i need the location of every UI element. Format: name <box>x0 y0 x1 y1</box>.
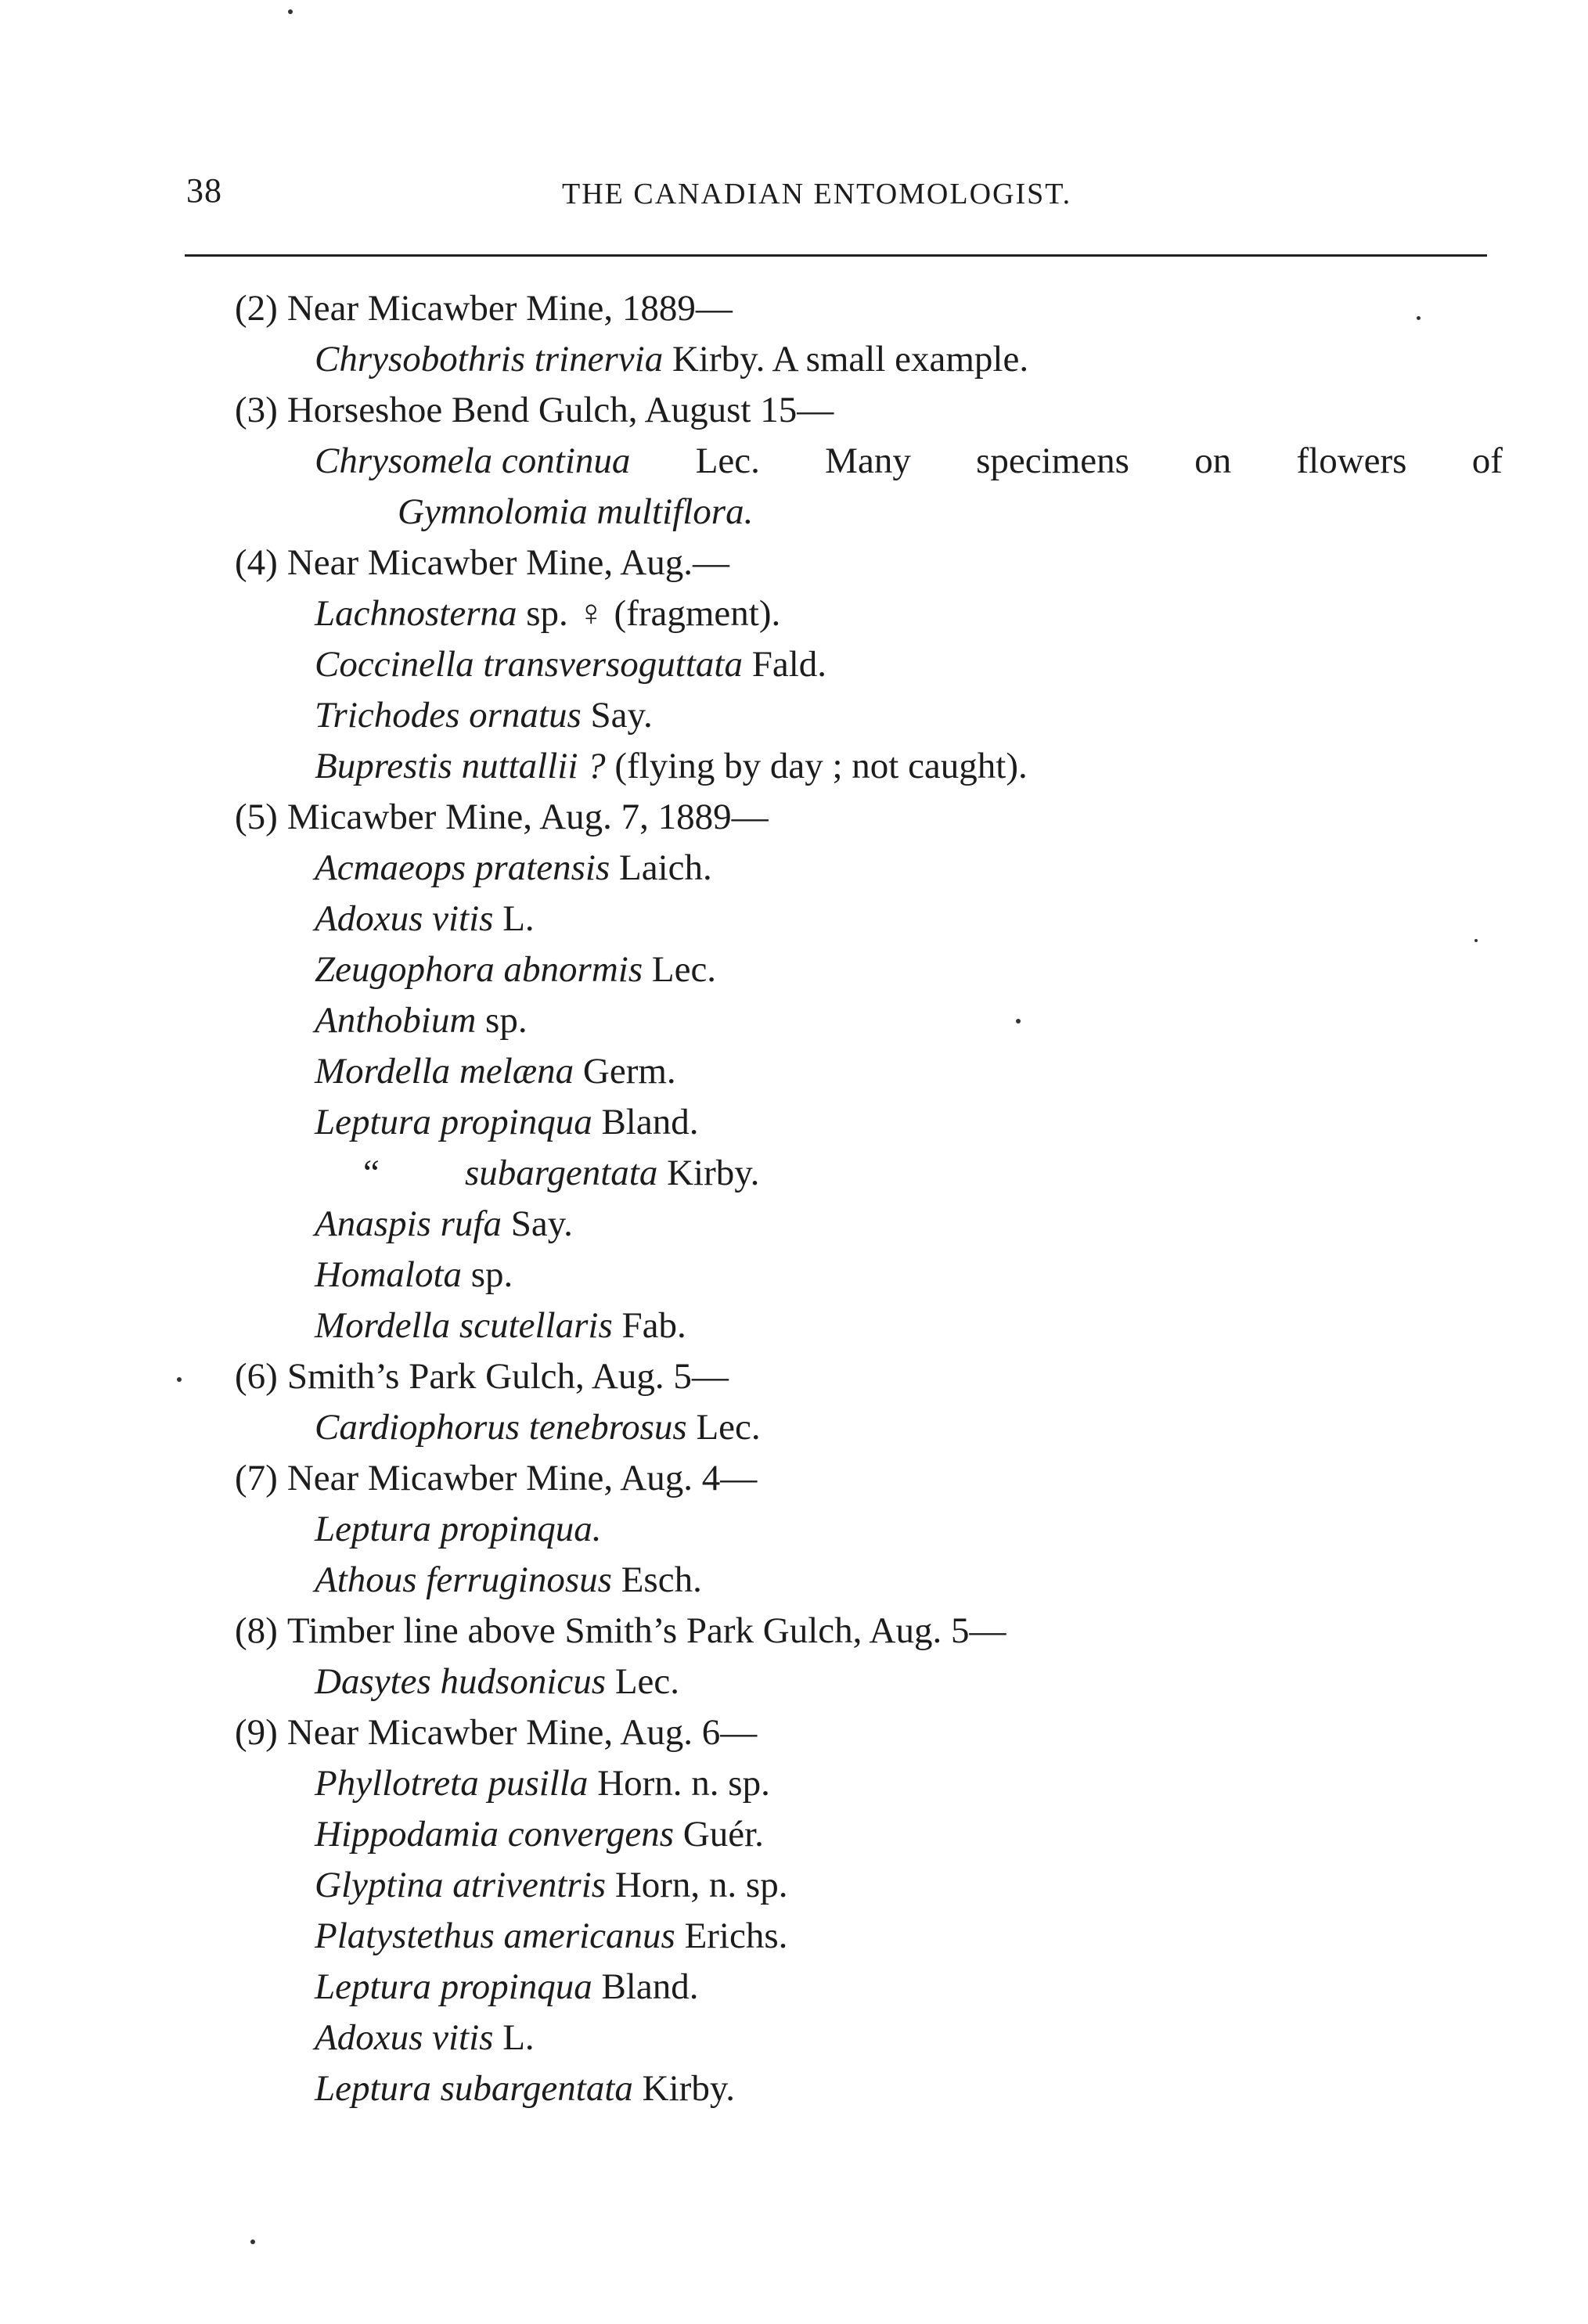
species-name: Anthobium <box>315 1000 477 1041</box>
species-name: Chrysobothris trinervia <box>315 339 664 380</box>
species-line <box>235 843 1495 894</box>
species-note-word: Lec. <box>695 441 760 481</box>
locality-text: Horseshoe Bend Gulch, August 15— <box>286 390 834 430</box>
species-note: sp. ♀ (fragment). <box>517 593 781 634</box>
species-line <box>235 2013 1495 2063</box>
species-line <box>235 1402 1495 1453</box>
locality-number: (3) <box>235 390 278 430</box>
species-line <box>235 1199 1495 1250</box>
page-header <box>186 171 1485 218</box>
locality-heading <box>235 1453 1495 1504</box>
species-line <box>235 334 1495 385</box>
species-line <box>235 1097 1495 1148</box>
species-note: (flying by day ; not caught). <box>605 746 1028 786</box>
species-note: Say. <box>581 695 653 736</box>
species-name: Athous ferruginosus <box>315 1560 612 1600</box>
species-line <box>235 1657 1495 1707</box>
scan-speck <box>1016 1019 1021 1023</box>
locality-text: Near Micawber Mine, 1889— <box>286 288 733 329</box>
species-name: Leptura propinqua. <box>315 1509 602 1549</box>
species-line <box>235 1809 1495 1860</box>
species-line <box>235 1046 1495 1097</box>
running-head: THE CANADIAN ENTOMOLOGIST. <box>562 178 1072 210</box>
species-name: Leptura subargentata <box>315 2068 633 2109</box>
species-line <box>235 1148 1495 1199</box>
species-line <box>235 588 1495 639</box>
species-note: Esch. <box>611 1560 702 1600</box>
species-note: sp. <box>476 1000 528 1041</box>
species-note: Lec. <box>643 949 717 990</box>
species-line <box>235 1860 1495 1911</box>
species-note: Kirby. A small example. <box>663 339 1029 380</box>
locality-text: Micawber Mine, Aug. 7, 1889— <box>286 797 769 837</box>
locality-heading <box>235 538 1495 588</box>
species-name: Gymnolomia multiflora. <box>398 491 754 532</box>
species-name: Dasytes hudsonicus <box>315 1661 607 1702</box>
species-note: Horn. n. sp. <box>588 1763 770 1804</box>
collection-list <box>235 283 1503 2114</box>
species-name: Adoxus vitis <box>315 898 494 939</box>
page-number: 38 <box>186 171 222 210</box>
scan-speck <box>177 1377 182 1382</box>
species-line <box>235 690 1495 741</box>
locality-heading <box>235 1606 1495 1657</box>
species-note: Kirby. <box>657 1153 760 1193</box>
locality-text: Near Micawber Mine, Aug. 4— <box>286 1458 758 1498</box>
locality-number: (9) <box>235 1712 278 1753</box>
species-note: Bland. <box>592 1966 699 2007</box>
locality-text: Timber line above Smith’s Park Gulch, Aug. 5— <box>286 1610 1006 1651</box>
species-name: Coccinella transversoguttata <box>315 644 743 685</box>
scan-speck <box>1417 316 1421 320</box>
locality-text: Near Micawber Mine, Aug.— <box>286 542 729 583</box>
species-note-word: on <box>1194 441 1232 481</box>
species-note-word: Many <box>825 441 911 481</box>
species-line <box>235 1962 1495 2013</box>
species-note: sp. <box>462 1254 513 1295</box>
species-name: Trichodes ornatus <box>315 695 582 736</box>
species-name: Chrysomela continua <box>315 441 631 481</box>
species-note: Fab. <box>612 1305 686 1346</box>
species-name: Hippodamia convergens <box>315 1814 675 1855</box>
species-line <box>235 944 1495 995</box>
species-name: Adoxus vitis <box>315 2017 494 2058</box>
species-note: Fald. <box>742 644 827 685</box>
species-note: Laich. <box>610 847 712 888</box>
species-name: Lachnosterna <box>315 593 517 634</box>
species-line <box>235 894 1495 944</box>
species-name-group <box>315 436 630 487</box>
species-note: Erichs. <box>675 1916 788 1956</box>
locality-number: (6) <box>235 1356 278 1397</box>
species-note: Horn, n. sp. <box>606 1865 788 1905</box>
locality-heading <box>235 1351 1495 1402</box>
species-line <box>235 1555 1495 1606</box>
species-note: Say. <box>501 1203 573 1244</box>
species-line <box>235 2063 1495 2114</box>
locality-number: (4) <box>235 542 278 583</box>
locality-heading <box>235 1707 1495 1758</box>
locality-number: (2) <box>235 288 278 329</box>
species-line <box>235 1250 1495 1301</box>
species-name: Anaspis rufa <box>315 1203 502 1244</box>
species-name: Platystethus americanus <box>315 1916 675 1956</box>
species-line <box>235 995 1495 1046</box>
species-name: Cardiophorus tenebrosus <box>315 1407 687 1448</box>
species-note: L. <box>493 2017 535 2058</box>
scan-speck <box>250 2239 255 2244</box>
species-name: Zeugophora abnormis <box>315 949 643 990</box>
locality-number: (5) <box>235 797 278 837</box>
locality-number: (8) <box>235 1610 278 1651</box>
species-note: Lec. <box>606 1661 679 1702</box>
species-name: Phyllotreta pusilla <box>315 1763 589 1804</box>
species-name: Acmaeops pratensis <box>315 847 610 888</box>
species-note: Kirby. <box>632 2068 736 2109</box>
species-note: Germ. <box>574 1051 676 1092</box>
species-line <box>235 436 1503 487</box>
species-name: Leptura propinqua <box>315 1966 592 2007</box>
locality-text: Smith’s Park Gulch, Aug. 5— <box>286 1356 729 1397</box>
species-line <box>235 1504 1495 1555</box>
locality-heading <box>235 792 1495 843</box>
locality-number: (7) <box>235 1458 278 1498</box>
species-note: Lec. <box>686 1407 761 1448</box>
ditto-mark: “ <box>363 1153 380 1193</box>
species-line <box>235 639 1495 690</box>
species-note: Bland. <box>592 1102 699 1142</box>
locality-heading <box>235 283 1495 334</box>
locality-text: Near Micawber Mine, Aug. 6— <box>286 1712 758 1753</box>
locality-heading <box>235 385 1495 436</box>
species-name: Homalota <box>315 1254 462 1295</box>
species-note: L. <box>493 898 535 939</box>
species-name: Buprestis nuttallii ? <box>315 746 606 786</box>
species-name: subargentata <box>465 1153 658 1193</box>
species-line <box>235 487 1495 538</box>
species-note: Guér. <box>674 1814 764 1855</box>
scan-speck <box>1475 939 1478 942</box>
species-note-word: of <box>1471 441 1503 481</box>
scan-speck <box>288 9 293 14</box>
species-line <box>235 1911 1495 1962</box>
species-name: Mordella scutellaris <box>315 1305 613 1346</box>
species-name: Glyptina atriventris <box>315 1865 607 1905</box>
header-rule <box>185 254 1487 257</box>
species-note-word: flowers <box>1296 441 1407 481</box>
species-line <box>235 1758 1495 1809</box>
species-note-word: specimens <box>976 441 1129 481</box>
species-name: Leptura propinqua <box>315 1102 592 1142</box>
species-name: Mordella melæna <box>315 1051 574 1092</box>
species-line <box>235 1301 1495 1351</box>
species-line <box>235 741 1495 792</box>
